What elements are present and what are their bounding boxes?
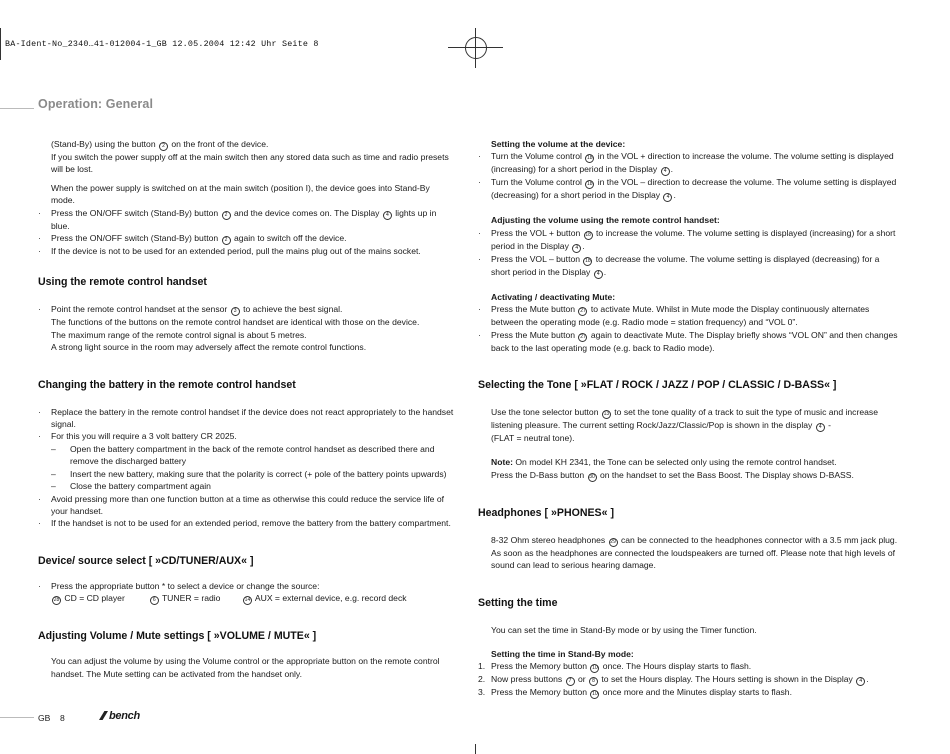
brand-logo: bench xyxy=(99,710,140,722)
source-options: 28 CD = CD player 6 TUNER = radio 14 AUX = external device, e.g. record deck xyxy=(53,593,407,604)
header-rule xyxy=(0,108,34,109)
remote-heading: Using the remote control handset xyxy=(38,276,207,289)
button-ref-icon: 2 xyxy=(222,211,231,220)
time-subheading: Setting the time in Stand-By mode: xyxy=(491,649,634,660)
headphones-text: 8-32 Ohm stereo headphones 29 can be connected to the headphones connector with a 3.5 mm jack plug. As soon as the headphones are connected the loudspeakers are turned off. Please note that high levels of sound can lead to serious hearing damage. xyxy=(491,534,898,571)
button-ref-icon: 2 xyxy=(159,142,168,151)
dbass-button-ref-icon: 30 xyxy=(589,473,595,480)
bullet-item: · For this you will require a 3 volt battery CR 2025. xyxy=(38,430,456,442)
remote-text: The functions of the buttons on the remote control handset are identical with those on the device. xyxy=(51,317,420,328)
tone-heading: Selecting the Tone [ »FLAT / ROCK / JAZZ / POP / CLASSIC / D-BASS« ] xyxy=(478,379,837,392)
button-8-ref-icon: 8 xyxy=(589,677,598,686)
numbered-step: 3. Press the Memory button 10 once more and the Minutes display starts to flash. xyxy=(478,687,792,698)
headphones-heading: Headphones [ »PHONES« ] xyxy=(478,506,614,519)
mute-subheading: Activating / deactivating Mute: xyxy=(491,291,616,302)
bullet-item: · If the handset is not to be used for an extended period, remove the battery from the battery compartment. xyxy=(38,517,456,529)
bullet-item: · Point the remote control handset at the sensor 3 to achieve the best signal. xyxy=(38,303,456,316)
display-ref-icon: 4 xyxy=(572,244,581,253)
print-slug: BA-Ident-No_2340…41-012004-1_GB 12.05.2004 12:42 Uhr Seite 8 xyxy=(5,39,319,49)
tuner-button-ref-icon: 6 xyxy=(150,596,159,605)
section-heading: Operation: General xyxy=(38,97,154,111)
footer-rule xyxy=(0,717,34,718)
tone-note: Note: On model KH 2341, the Tone can be selected only using the remote control handset. xyxy=(491,457,837,468)
intro-text: (Stand-By) using the button 2 on the front of the device. xyxy=(51,139,269,149)
crop-mark-left xyxy=(0,28,1,60)
volume-control-ref-icon: 18 xyxy=(587,155,593,162)
dash-item: – Insert the new battery, making sure that the polarity is correct (+ pole of the battery points upwards) xyxy=(38,468,456,480)
bullet-item: · Press the Mute button 27 again to deactivate Mute. The Display briefly shows “VOL ON” and then changes back to the last operating mode (e.g. back to Radio mode). xyxy=(478,329,898,354)
vol-plus-ref-icon: 18 xyxy=(585,231,591,238)
page-number: GB 8 xyxy=(38,713,65,723)
display-ref-icon: 4 xyxy=(856,677,865,686)
volume-control-ref-icon: 18 xyxy=(587,181,593,188)
bullet-item: · Press the VOL – button 18 to decrease the volume. The volume setting is displayed (decreasing) for a short period in the Display 4 . xyxy=(478,253,898,279)
bullet-item: · Avoid pressing more than one function button at a time as otherwise this could reduce the service life of your handset. xyxy=(38,493,456,518)
aux-button-ref-icon: 14 xyxy=(244,597,251,604)
display-ref-icon: 4 xyxy=(661,167,670,176)
remote-text: The maximum range of the remote control signal is about 5 metres. xyxy=(51,329,307,340)
bullet-item: · Replace the battery in the remote control handset if the device does not react appropriately to the handset signal. xyxy=(38,406,456,431)
headphones-ref-icon: 29 xyxy=(610,538,616,545)
dash-item: – Open the battery compartment in the back of the remote control handset as described there and remove the discharged battery xyxy=(38,443,456,468)
display-ref-icon: 4 xyxy=(383,211,392,220)
bullet-item: · If the device is not to be used for an extended period, pull the mains plug out of the mains socket. xyxy=(38,245,456,257)
display-ref-icon: 4 xyxy=(663,193,672,202)
tone-text: Press the D-Bass button 30 on the handset to set the Bass Boost. The Display shows D-BASS. xyxy=(491,469,854,480)
time-text: You can set the time in Stand-By mode or by using the Timer function. xyxy=(491,624,757,635)
mute-button-ref-icon: 27 xyxy=(580,333,586,340)
button-ref-icon: 2 xyxy=(222,236,231,245)
volume-text: You can adjust the volume by using the Volume control or the appropriate button on the remote control handset. The Mute setting can be activated from the handset only. xyxy=(51,656,440,679)
numbered-step: 2. Now press buttons 7 or 8 to set the Hours display. The Hours setting is shown in the Display 4 . xyxy=(478,674,869,685)
device-volume-subheading: Setting the volume at the device: xyxy=(491,139,626,149)
bullet-item: · Press the appropriate button * to select a device or change the source: xyxy=(38,580,456,592)
display-ref-icon: 4 xyxy=(594,270,603,279)
logo-mark-icon xyxy=(99,711,108,720)
source-heading: Device/ source select [ »CD/TUNER/AUX« ] xyxy=(38,554,254,567)
display-ref-icon: 4 xyxy=(816,423,825,432)
sensor-ref-icon: 3 xyxy=(231,307,240,316)
bullet-item: · Press the VOL + button 18 to increase the volume. The volume setting is displayed (increasing) for a short period in the Display 4 . xyxy=(478,227,898,253)
intro-text: When the power supply is switched on at the main switch (position I), the device goes into Stand-By mode. xyxy=(51,182,430,206)
remote-volume-subheading: Adjusting the volume using the remote control handset: xyxy=(491,215,720,226)
mute-button-ref-icon: 27 xyxy=(580,308,586,315)
tone-text: Use the tone selector button 13 to set the tone quality of a track to suit the type of music and increase listening pleasure. The current setting Rock/Jazz/Classic/Pop is shown in the display 4 - xyxy=(491,407,878,431)
numbered-step: 1. Press the Memory button 10 once. The Hours display starts to flash. xyxy=(478,661,752,672)
vol-minus-ref-icon: 18 xyxy=(585,257,591,264)
left-column xyxy=(38,138,456,680)
tone-text: (FLAT = neutral tone). xyxy=(491,433,575,444)
intro-text: If you switch the power supply off at the main switch then any stored data such as time and radio presets will be lost. xyxy=(51,152,449,175)
bullet-item: · Turn the Volume control 18 in the VOL + direction to increase the volume. The volume setting is displayed (increasing) for a short period in the Display 4 . xyxy=(478,150,898,176)
bullet-item: · Turn the Volume control 18 in the VOL – direction to decrease the volume. The volume setting is displayed (decreasing) for a short period in the Display 4 . xyxy=(478,176,898,202)
bullet-item: · Press the ON/OFF switch (Stand-By) button 2 and the device comes on. The Display 4 lights up in blue. xyxy=(38,207,456,232)
right-column xyxy=(478,138,898,699)
tone-button-ref-icon: 13 xyxy=(603,411,610,418)
volume-heading: Adjusting Volume / Mute settings [ »VOLUME / MUTE« ] xyxy=(38,630,317,643)
battery-heading: Changing the battery in the remote control handset xyxy=(38,378,296,391)
memory-button-ref-icon: 10 xyxy=(592,691,598,698)
bullet-item: · Press the Mute button 27 to activate Mute. Whilst in Mute mode the Display continuously alternates between the operating mode (e.g. Radio mode = station frequency) and “VOL 0”. xyxy=(478,303,898,328)
registration-mark xyxy=(465,37,487,59)
time-heading: Setting the time xyxy=(478,596,558,609)
crop-mark-bottom-v xyxy=(475,744,476,754)
remote-text: A strong light source in the room may adversely affect the remote control functions. xyxy=(51,342,367,353)
cd-button-ref-icon: 28 xyxy=(53,597,60,604)
memory-button-ref-icon: 10 xyxy=(592,665,598,672)
dash-item: – Close the battery compartment again xyxy=(38,480,456,492)
bullet-item: · Press the ON/OFF switch (Stand-By) button 2 again to switch off the device. xyxy=(38,232,456,245)
button-7-ref-icon: 7 xyxy=(566,677,575,686)
